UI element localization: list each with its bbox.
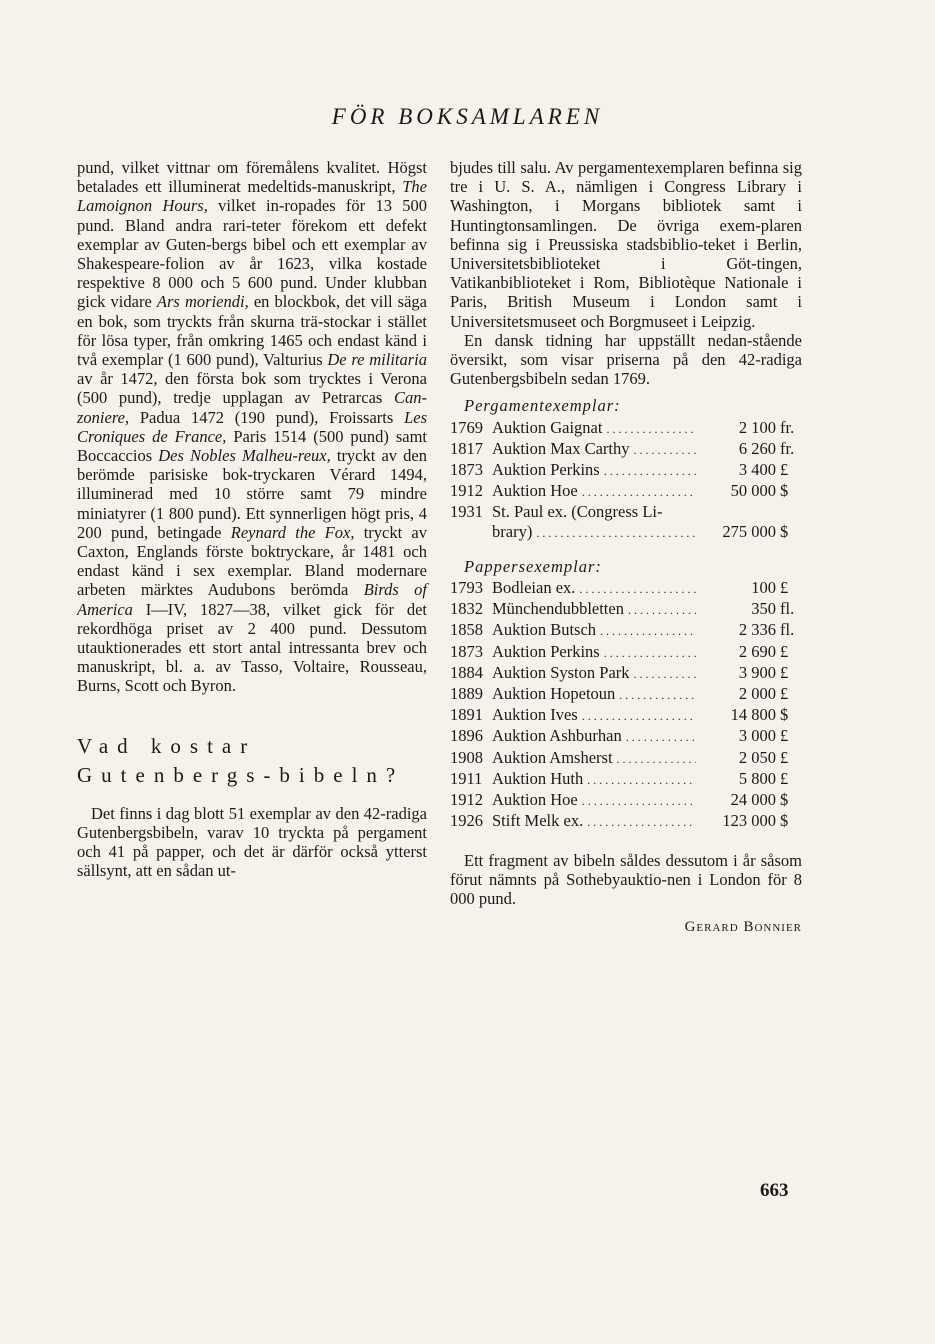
page-number: 663 <box>760 1180 789 1201</box>
price-value: 2 050 <box>738 747 776 767</box>
price-unit: £ <box>780 684 789 704</box>
price-name: Auktion Butsch <box>492 620 597 640</box>
right-column <box>450 158 802 937</box>
price-name: Auktion Perkins <box>492 641 600 661</box>
price-year: 1858 <box>450 620 483 640</box>
price-name: Auktion Amsherst <box>492 747 613 767</box>
price-year: 1873 <box>450 460 483 480</box>
book-title: Les Croniques de France, <box>77 407 427 446</box>
price-name: Münchendubbletten <box>492 599 624 619</box>
price-unit: £ <box>780 726 789 746</box>
price-value: 24 000 <box>730 790 776 810</box>
price-row <box>450 460 802 481</box>
book-title: Birds of America <box>77 580 427 619</box>
price-year: 1912 <box>450 790 483 810</box>
price-list-pergament <box>450 418 802 503</box>
price-name: Auktion Gaignat <box>492 417 603 437</box>
author-signature: Gerard Bonnier <box>684 919 802 936</box>
price-unit: $ <box>780 705 789 725</box>
section-heading: Vad kostar Gutenbergs-bibeln? <box>77 733 405 787</box>
price-list-papper <box>450 578 802 832</box>
book-title: Ars moriendi, <box>156 292 249 312</box>
text-run: Paris 1514 (500 pund) samt Boccaccios <box>77 426 427 466</box>
price-row <box>450 811 802 832</box>
article-paragraph <box>77 158 427 696</box>
article-paragraph: En dansk tidning har uppställt nedan-stående översikt, som visar priserna på den 42-radiga Gutenbergsbibeln sedan 1769. <box>450 330 802 389</box>
price-value: 275 000 <box>722 521 776 541</box>
price-name: brary) <box>492 521 533 541</box>
text-run: av år 1472, den första bok som trycktes i Verona (500 pund), tredje upplagan av Petrarcas <box>77 369 427 408</box>
price-unit: £ <box>780 460 789 480</box>
price-unit: $ <box>780 811 789 831</box>
leader-dots <box>579 578 696 599</box>
price-value: 5 800 <box>738 768 776 788</box>
price-row <box>450 769 802 790</box>
price-name: Auktion Huth <box>492 768 584 788</box>
price-year: 1769 <box>450 417 483 437</box>
price-row <box>450 642 802 663</box>
price-name: Bodleian ex. <box>492 578 576 598</box>
price-unit: fr. <box>780 438 795 458</box>
price-name: Auktion Syston Park <box>492 662 630 682</box>
price-name: Auktion Hoe <box>492 481 578 501</box>
price-row <box>450 439 802 460</box>
list-heading-pergament: Pergamentexemplar: <box>464 396 621 416</box>
price-value: 14 800 <box>730 705 776 725</box>
leader-dots <box>628 599 696 620</box>
text-run: vilket in-ropades för 13 500 pund. Bland andra rari-teter förekom ett defekt exemplar av Guten-bergs bibel och ett exemplar av Shakespeare-folion av år 1623, vilka kostade respektive 8 000 och 5 600 pund. Under klubban gick vidare <box>77 196 427 312</box>
price-row <box>450 726 802 747</box>
price-year: 1908 <box>450 747 483 767</box>
price-row <box>450 599 802 620</box>
text-run: pund, vilket vittnar om föremålens kvalitet. Högst betalades ett illuminerat medeltids-manuskript, <box>77 158 427 197</box>
price-unit: £ <box>780 662 789 682</box>
running-header: FÖR BOKSAMLAREN <box>331 104 604 129</box>
price-row <box>450 522 802 543</box>
price-year: 1931 <box>450 502 483 522</box>
price-name: Auktion Ashburhan <box>492 726 622 746</box>
price-name: Stift Melk ex. <box>492 811 584 831</box>
leader-dots <box>604 460 696 481</box>
price-row <box>450 790 802 811</box>
price-unit: £ <box>780 747 789 767</box>
price-row <box>450 620 802 641</box>
leader-dots <box>582 481 696 502</box>
text-run: en blockbok, det vill säga en bok, som tryckts från skurna trä-stockar i stället för lösa typer, från omkring 1465 och endast känd i två exemplar (1 600 pund), Valturius <box>77 292 428 370</box>
price-name: St. Paul ex. (Congress Li- <box>492 502 663 522</box>
text-run: tryckt av den berömde parisiske bok-tryckaren Vérard 1494, illuminerad med 10 större samt 79 mindre miniatyrer (1 800 pund). Ett synnerligen högt pris, 4 200 pund, betingade <box>77 446 427 542</box>
book-title: Des Nobles Malheu-reux, <box>158 446 331 466</box>
text-run: I—IV, 1827—38, vilket gick för det rekordhöga priset av 2 400 pund. Dessutom utauktionerades ett stort antal intressanta brev och manuskript, bl. a. av Tasso, Voltaire, Rousseau, Burns, Scott och Byron. <box>77 599 427 696</box>
text-run: tryckt av Caxton, Englands förste boktryckare, år 1481 och endast känd i sex exemplar. Bland modernare arbeten märktes Audubons berömda <box>77 522 427 600</box>
price-value: 50 000 <box>730 481 776 501</box>
leader-dots <box>600 620 696 641</box>
price-name: Auktion Perkins <box>492 460 600 480</box>
price-row <box>450 418 802 439</box>
leader-dots <box>604 642 696 663</box>
price-year: 1884 <box>450 662 483 682</box>
price-year: 1832 <box>450 599 483 619</box>
price-value: 2 336 <box>738 620 776 640</box>
price-year: 1896 <box>450 726 483 746</box>
book-title: Reynard the Fox, <box>230 522 355 542</box>
price-row <box>450 684 802 705</box>
price-value: 3 400 <box>738 460 776 480</box>
price-row <box>450 748 802 769</box>
article-paragraph: bjudes till salu. Av pergamentexemplaren befinna sig tre i U. S. A., nämligen i Congress Library i Washington, i Morgans bibliotek samt i Huntingtonsamlingen. De övriga exem-plaren befinna sig i Preussiska stadsbiblio-teket i Berlin, Universitetsbiblioteket i Göt-tingen, Vatikanbiblioteket i Rom, Bibliotèque Nationale i Paris, British Museum i London samt i Universitetsmuseet och Borgmuseet i Leipzig. <box>450 158 802 331</box>
leader-dots <box>626 726 696 747</box>
leader-dots <box>634 663 696 684</box>
price-name: Auktion Hopetoun <box>492 684 616 704</box>
price-year: 1817 <box>450 438 483 458</box>
price-year: 1873 <box>450 641 483 661</box>
price-name: Auktion Ives <box>492 705 578 725</box>
price-year: 1889 <box>450 684 483 704</box>
price-value: 123 000 <box>722 811 776 831</box>
article-paragraph: Ett fragment av bibeln såldes dessutom i år såsom förut nämnts på Sothebyauktio-nen i London för 8 000 pund. <box>450 850 802 908</box>
price-year: 1926 <box>450 811 483 831</box>
price-value: 3 900 <box>738 662 776 682</box>
price-year: 1912 <box>450 481 483 501</box>
price-value: 100 <box>751 578 776 598</box>
price-value: 2 000 <box>738 684 776 704</box>
left-column <box>77 158 427 881</box>
price-row <box>450 663 802 684</box>
price-year: 1793 <box>450 578 483 598</box>
list-heading-papper: Pappersexemplar: <box>464 556 602 576</box>
leader-dots <box>582 705 696 726</box>
price-value: 2 100 <box>738 417 776 437</box>
text-run: Padua 1472 (190 pund), Froissarts <box>129 407 405 427</box>
leader-dots <box>606 418 696 439</box>
price-unit: fl. <box>780 620 795 640</box>
leader-dots <box>634 439 697 460</box>
price-row <box>450 578 802 599</box>
price-value: 3 000 <box>738 726 776 746</box>
price-unit: fl. <box>780 599 795 619</box>
price-row <box>450 481 802 502</box>
leader-dots <box>587 811 696 832</box>
price-row <box>450 705 802 726</box>
leader-dots <box>582 790 696 811</box>
price-unit: £ <box>780 768 789 788</box>
price-year: 1891 <box>450 705 483 725</box>
article-paragraph: Det finns i dag blott 51 exemplar av den 42-radiga Gutenbergsbibeln, varav 10 tryckta på pergament och 41 på papper, och det är därför också ytterst sällsynt, att en sådan ut- <box>77 803 427 881</box>
book-title: Can-zoniere, <box>77 388 427 427</box>
book-title: The Lamoignon Hours, <box>77 177 427 216</box>
price-unit: $ <box>780 521 789 541</box>
leader-dots <box>587 769 696 790</box>
price-name: Auktion Hoe <box>492 790 578 810</box>
price-unit: £ <box>780 641 789 661</box>
leader-dots <box>619 684 696 705</box>
price-name: Auktion Max Carthy <box>492 438 630 458</box>
price-unit: $ <box>780 481 789 501</box>
price-value: 350 <box>751 599 776 619</box>
price-unit: £ <box>780 578 789 598</box>
price-value: 2 690 <box>738 641 776 661</box>
price-value: 6 260 <box>738 438 776 458</box>
leader-dots <box>617 748 696 769</box>
price-row <box>450 502 802 521</box>
price-year: 1911 <box>450 768 483 788</box>
price-unit: $ <box>780 790 789 810</box>
book-title: De re militaria <box>327 350 428 370</box>
price-unit: fr. <box>780 417 795 437</box>
